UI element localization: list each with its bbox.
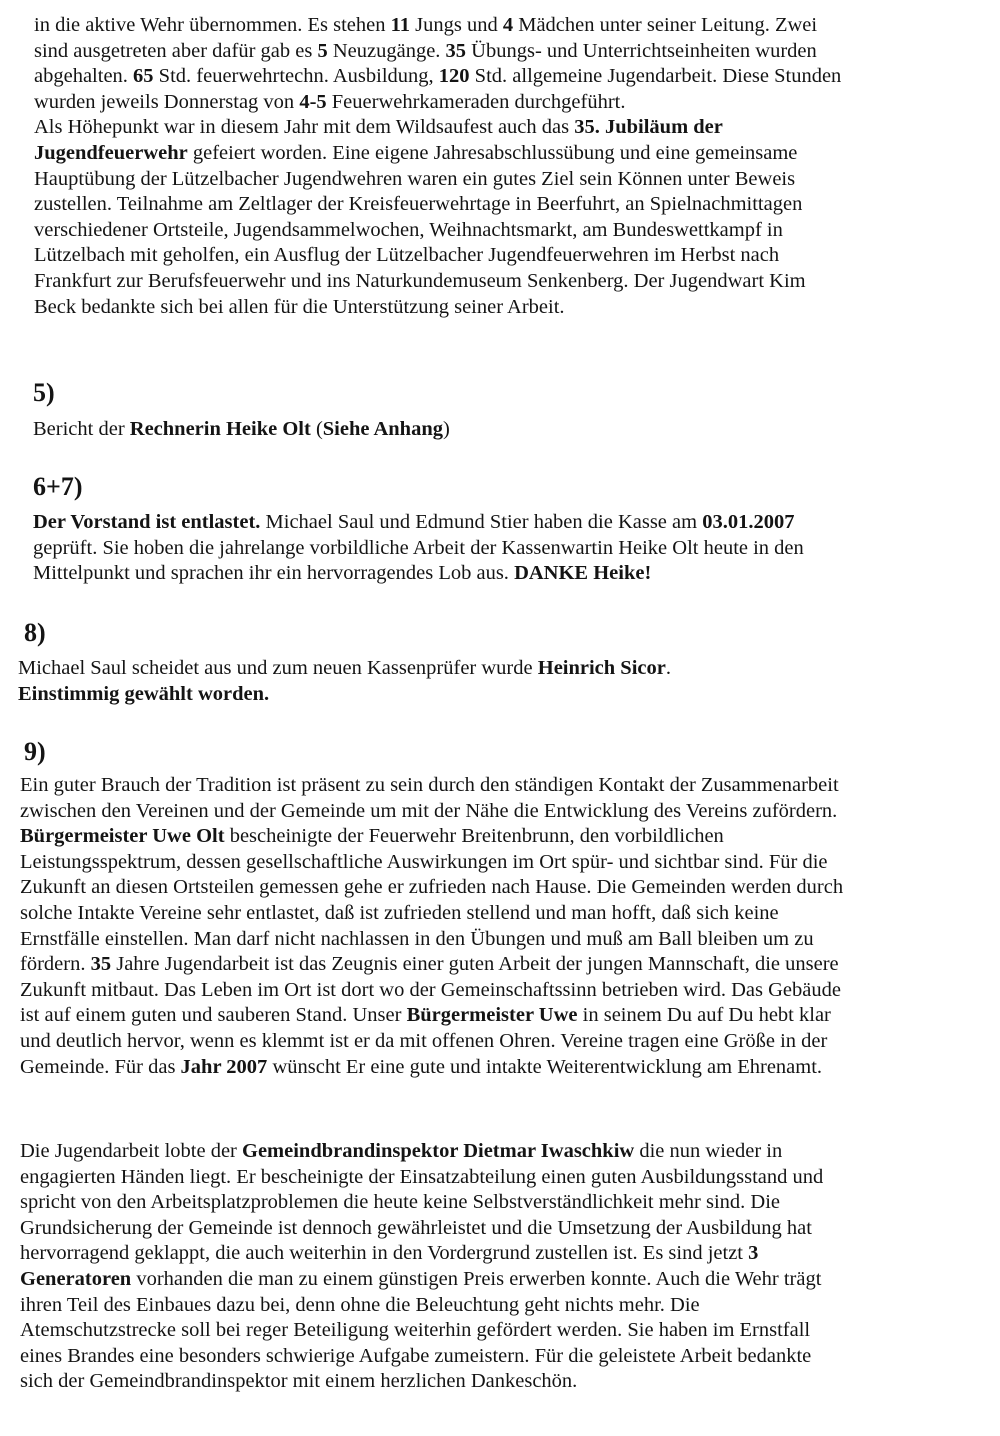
text-line [20,1293,970,1319]
text-run: Ein guter Brauch der Tradition ist präsent zu sein durch den ständigen Kontakt der Zusammenarbeit [20,774,839,796]
bold-text-run: Siehe Anhang [322,418,443,440]
text-line [20,978,980,1004]
text-line [20,952,980,978]
section-9-text [20,773,980,1080]
text-run: Lützelbach mit geholfen, ein Ausflug der Lützelbacher Jugendfeuerwehren im Herbst nach [34,244,780,267]
text-line [34,269,974,295]
text-line [20,1003,980,1029]
text-run: ) [442,418,450,440]
paragraph-fire-inspector-report [20,1139,970,1395]
text-run: . [665,657,671,679]
text-line [34,295,974,321]
text-run: Zukunft mitbaut. Das Leben im Ort ist dort wo der Gemeinschaftssinn betrieben wird. Das Gebäude [20,978,841,1001]
text-run: Mittelpunkt und sprachen ihr ein hervorragendes Lob aus. [33,562,515,585]
text-run: Zukunft an diesen Ortsteilen gemessen gehe er zufrieden nach Hause. Die Gemeinden werden durch [20,876,844,899]
bold-text-run: 35. Jubiläum der [574,116,723,139]
text-line [33,417,963,443]
bold-text-run: DANKE Heike! [514,562,652,585]
text-line [20,799,980,825]
section-8-text [18,656,948,707]
bold-text-run: 5 [317,39,328,62]
bold-text-run: 120 [438,65,470,88]
text-run: abgehalten. [34,65,134,88]
text-line [33,510,963,536]
text-line [20,901,980,927]
text-run: Jungs und [410,14,503,36]
text-run: fördern. [20,953,91,976]
text-run: Atemschutzstrecke soll bei reger Beteiligung weiterhin gefördert werden. Sie haben im Ernstfall [20,1319,811,1342]
bold-text-run: Gemeindbrandinspektor Dietmar Iwaschkiw [242,1140,635,1162]
text-run: Ernstfälle einstellen. Man darf nicht nachlassen in den Übungen und muß am Ball bleiben um zu [20,927,814,950]
text-line [20,1344,970,1370]
text-run: ihren Teil des Einbaues dazu bei, denn ohne die Beleuchtung geht nichts mehr. Die [20,1293,700,1316]
bold-text-run: 3 [748,1242,759,1265]
text-run: ist auf einem guten und sauberen Stand. Unser [20,1004,407,1027]
text-run: solche Intakte Vereine sehr entlastet, daß ist zufrieden stellend und man hofft, daß sich keine [20,901,779,924]
text-run: Gemeinde. Für das [20,1055,181,1078]
bold-text-run: Rechnerin Heike Olt [129,418,311,440]
text-run: vorhanden die man zu einem günstigen Preis erwerben konnte. Auch die Wehr trägt [131,1267,822,1290]
text-line [33,561,963,587]
text-run: verschiedener Ortsteile, Jugendsammelwochen, Weihnachtsmarkt, am Bundeswettkampf in [34,218,783,241]
text-line [34,13,974,39]
section-9-heading: 9) [24,737,46,766]
text-line [34,39,974,65]
text-line [20,1369,970,1395]
section-5-heading: 5) [33,378,55,407]
text-line [20,927,980,953]
text-line [20,773,980,799]
text-line [20,1216,970,1242]
bold-text-run: Bürgermeister Uwe [406,1004,578,1027]
section-6-7-text [33,510,963,587]
text-run: sind ausgetreten aber dafür gab es [34,39,318,62]
section-8-heading: 8) [24,618,46,647]
text-run: Michael Saul und Edmund Stier haben die Kasse am [260,511,703,533]
text-run: Jahre Jugendarbeit ist das Zeugnis einer guten Arbeit der jungen Mannschaft, die unsere [111,953,839,976]
text-run: Die Jugendarbeit lobte der [20,1140,243,1162]
text-run: Bericht der [33,418,130,440]
bold-text-run: 11 [390,14,411,36]
text-line [33,536,963,562]
text-run: zwischen den Vereinen und der Gemeinde um mit der Nähe die Entwicklung des Vereins zufördern. [20,799,838,822]
text-run: spricht von den Arbeitsplatzproblemen die heute keine Selbstverständlichkeit mehr sind. Die [20,1191,781,1214]
bold-text-run: Generatoren [20,1267,132,1290]
text-run: Übungs- und Unterrichtseinheiten wurden [466,39,817,62]
text-run: die nun wieder in [634,1140,783,1162]
text-run: Michael Saul scheidet aus und zum neuen Kassenprüfer wurde [18,657,538,679]
text-run: eines Brandes eine besonders schwierige Aufgabe zumeistern. Für die geleistete Arbeit bedankte [20,1344,812,1367]
text-line [20,875,980,901]
text-line [34,115,974,141]
bold-text-run: Jahr 2007 [180,1055,268,1078]
text-run: engagierten Händen liegt. Er bescheinigte der Einsatzabteilung einen guten Ausbildungsstand und [20,1165,824,1188]
text-run: Als Höhepunkt war in diesem Jahr mit dem Wildsaufest auch das [34,116,575,139]
text-line [20,1139,970,1165]
text-run: Frankfurt zur Berufsfeuerwehr und ins Naturkundemuseum Senkenberg. Der Jugendwart Kim [34,269,806,292]
text-run: ( [310,418,323,440]
text-run: wünscht Er eine gute und intakte Weiterentwicklung am Ehrenamt. [267,1055,823,1078]
text-run: zustellen. Teilnahme am Zeltlager der Kreisfeuerwehrtage in Beerfuhrt, an Spielnachmittagen [34,193,803,216]
bold-text-run: 4 [502,14,514,36]
text-line [34,243,974,269]
text-run: Leistungsspektrum, dessen gesellschaftliche Auswirkungen im Ort spür- und sichtbar sind. Für die [20,850,828,873]
text-run: Hauptübung der Lützelbacher Jugendwehren waren ein gutes Ziel sein Können unter Beweis [34,167,796,190]
bold-text-run: Einstimmig gewählt worden. [18,682,270,705]
section-5-text [33,417,963,443]
bold-text-run: Der Vorstand ist entlastet. [33,511,261,533]
text-line [34,64,974,90]
text-run: sich der Gemeindbrandinspektor mit einem herzlichen Dankeschön. [20,1370,578,1393]
bold-text-run: 35 [445,39,467,62]
text-run: bescheinigte der Feuerwehr Breitenbrunn, den vorbildlichen [224,825,724,848]
bold-text-run: 65 [133,65,154,88]
text-run: in seinem Du auf Du hebt klar [577,1004,831,1027]
bold-text-run: Jugendfeuerwehr [34,141,188,164]
text-line [20,1267,970,1293]
paragraph-youth-fire-brigade-report [34,13,974,320]
bold-text-run: Heinrich Sicor [537,657,666,679]
text-line [20,850,980,876]
text-line [34,192,974,218]
text-line [20,1190,970,1216]
text-run: wurden jeweils Donnerstag von [34,90,300,113]
text-run: Std. feuerwehrtechn. Ausbildung, [153,65,439,88]
section-6-7-heading: 6+7) [33,472,83,501]
text-line [18,682,948,708]
text-run: Beck bedankte sich bei allen für die Unterstützung seiner Arbeit. [34,295,565,318]
bold-text-run: 35 [90,953,112,976]
text-line [34,141,974,167]
text-run: Grundsicherung der Gemeinde ist dennoch gewährleistet und die Umsetzung der Ausbildung hat [20,1216,812,1239]
text-run: in die aktive Wehr übernommen. Es stehen [34,14,391,36]
text-run: Neuzugänge. [327,39,446,62]
text-line [20,824,980,850]
text-line [34,218,974,244]
text-line [20,1165,970,1191]
text-run: Mädchen unter seiner Leitung. Zwei [513,14,818,36]
text-run: Feuerwehrkameraden durchgeführt. [326,90,626,113]
bold-text-run: 03.01.2007 [702,511,795,533]
text-run: geprüft. Sie hoben die jahrelange vorbildliche Arbeit der Kassenwartin Heike Olt heute in den [33,536,804,559]
text-line [34,167,974,193]
bold-text-run: Bürgermeister Uwe Olt [20,825,225,848]
text-line [18,656,948,682]
bold-text-run: 4-5 [299,90,327,113]
text-run: Std. allgemeine Jugendarbeit. Diese Stunden [469,65,842,88]
text-line [20,1055,980,1081]
text-run: hervorragend geklappt, die auch weiterhin in den Vordergrund zustellen ist. Es sind jetzt [20,1242,749,1265]
text-line [20,1241,970,1267]
text-line [20,1029,980,1055]
text-line [34,90,974,116]
text-run: und deutlich hervor, wenn es klemmt ist er da mit offenen Ohren. Vereine tragen eine Größe in der [20,1029,828,1052]
text-line [20,1318,970,1344]
text-run: gefeiert worden. Eine eigene Jahresabschlussübung und eine gemeinsame [187,141,798,164]
